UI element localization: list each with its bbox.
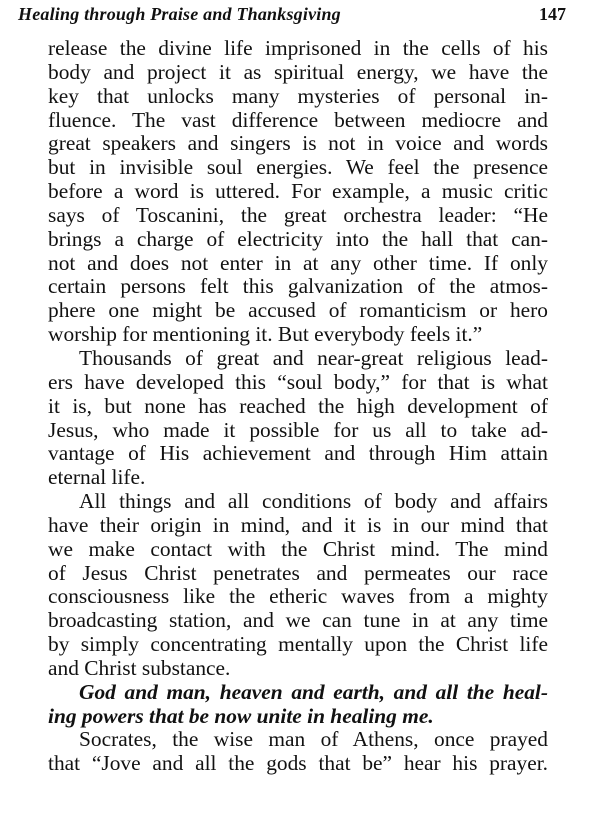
paragraph-start-line: All things and all conditions of body and affairs [79, 489, 548, 514]
page-number: 147 [539, 4, 566, 24]
text-line: and Christ substance. [48, 655, 231, 680]
text-line: phere one might be accused of romanticism or hero [48, 298, 548, 323]
text-line: vantage of His achievement and through Him attain [48, 441, 548, 466]
paragraph-start-line: Thousands of great and near-great religious lead- [79, 345, 548, 370]
text-line: we make contact with the Christ mind. The mind [48, 536, 548, 561]
text-line: ers have developed this “soul body,” for that is what [48, 369, 548, 394]
text-line: by simply concentrating mentally upon the Christ life [48, 632, 548, 657]
affirmation-line: ing powers that be now unite in healing me. [48, 703, 434, 728]
text-line: brings a charge of electricity into the hall that can- [48, 226, 548, 251]
text-line: key that unlocks many mysteries of personal in- [48, 83, 548, 108]
text-line: Jesus, who made it possible for us all to take ad- [48, 417, 548, 442]
running-head-title: Healing through Praise and Thanksgiving [18, 4, 341, 24]
text-line: before a word is uttered. For example, a music critic [48, 179, 548, 204]
affirmation-line: God and man, heaven and earth, and all the heal- [79, 679, 548, 704]
text-line: eternal life. [48, 465, 146, 490]
text-line: worship for mentioning it. But everybody feels it.” [48, 322, 483, 347]
text-line: consciousness like the etheric waves from a mighty [48, 584, 548, 609]
text-line: says of Toscanini, the great orchestra leader: “He [48, 202, 548, 227]
running-head [18, 4, 566, 32]
text-line: release the divine life imprisoned in the cells of his [48, 36, 548, 60]
text-line: great speakers and singers is not in voice and words [48, 131, 548, 156]
text-line: certain persons felt this galvanization of the atmos- [48, 274, 548, 299]
text-line: it is, but none has reached the high development of [48, 393, 548, 418]
text-line: body and project it as spiritual energy, we have the [48, 59, 548, 84]
body-text [48, 37, 548, 776]
paragraph-start-line: Socrates, the wise man of Athens, once prayed [79, 727, 548, 752]
text-line: broadcasting station, and we can tune in at any time [48, 608, 548, 633]
text-line: of Jesus Christ penetrates and permeates our race [48, 560, 548, 585]
text-line: fluence. The vast difference between mediocre and [48, 107, 548, 132]
text-line: have their origin in mind, and it is in our mind that [48, 512, 548, 537]
text-line: not and does not enter in at any other time. If only [48, 250, 548, 275]
text-line: that “Jove and all the gods that be” hear his prayer. [48, 751, 548, 776]
text-line: but in invisible soul energies. We feel the presence [48, 155, 548, 180]
